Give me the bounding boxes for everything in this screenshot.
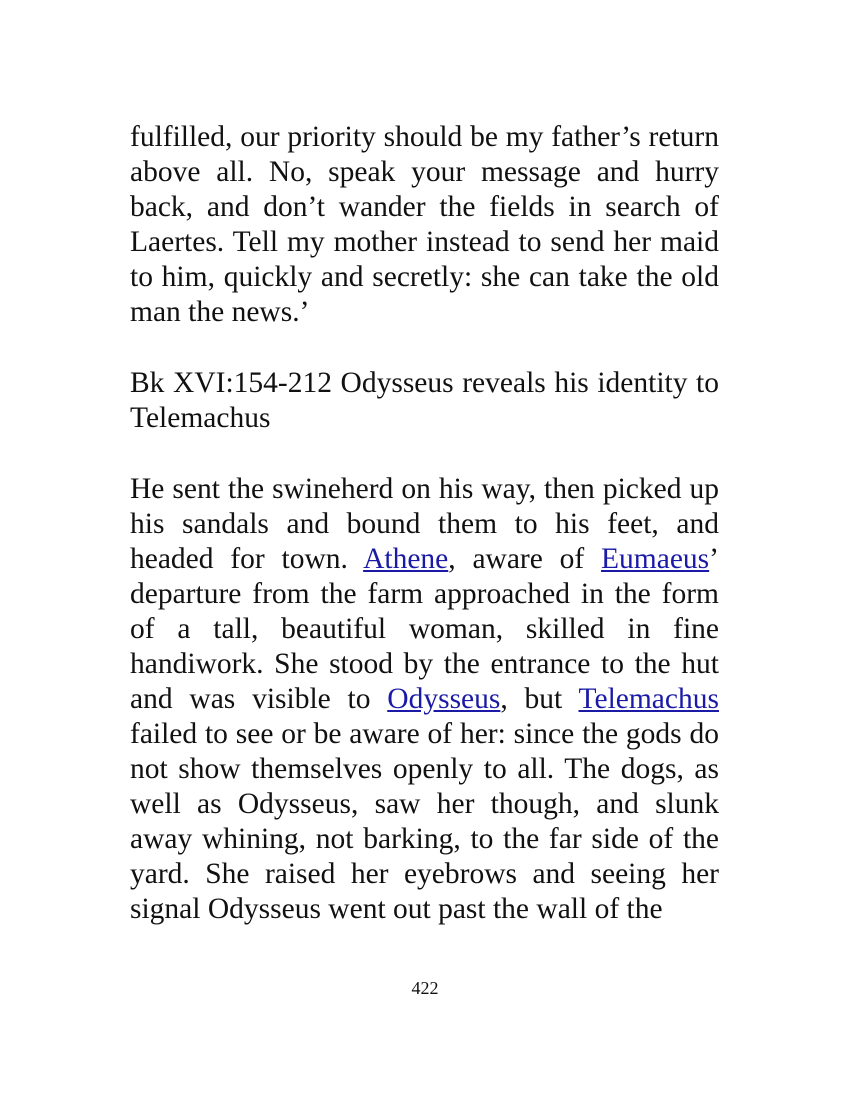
link-odysseus[interactable]: Odysseus (387, 683, 501, 715)
page-number: 422 (411, 978, 439, 998)
text-segment: He sent the swineherd on his way, then picked up his sandals and bound them to his feet, and headed for town. (130, 473, 719, 575)
paragraph-continued: fulfilled, our priority should be my father’s return above all. No, speak your message and hurry back, and don’t wander the fields in search of Laertes. Tell my mother instead to send her maid to him, quickly and secretly: she can take the old man the news.’ (130, 121, 719, 328)
link-athene[interactable]: Athene (363, 543, 449, 575)
paragraph-main (130, 472, 719, 927)
section-heading: Bk XVI:154-212 Odysseus reveals his identity to Telemachus (130, 367, 719, 434)
link-eumaeus[interactable]: Eumaeus (601, 543, 710, 575)
text-segment: , but (500, 683, 579, 715)
text-segment: ’ departure from the farm approached in the form of a tall, beautiful woman, skilled in fine handiwork. She stood by the entrance to the hut and was visible to (130, 543, 719, 715)
text-segment: failed to see or be aware of her: since the gods do not show themselves openly to all. The dogs, as well as Odysseus, saw her though, and slunk away whining, not barking, to the far side of the yard. She raised her eyebrows and seeing her signal Odysseus went out past the wall of the (130, 718, 719, 925)
text-segment: , aware of (448, 543, 602, 575)
link-telemachus[interactable]: Telemachus (578, 683, 719, 715)
